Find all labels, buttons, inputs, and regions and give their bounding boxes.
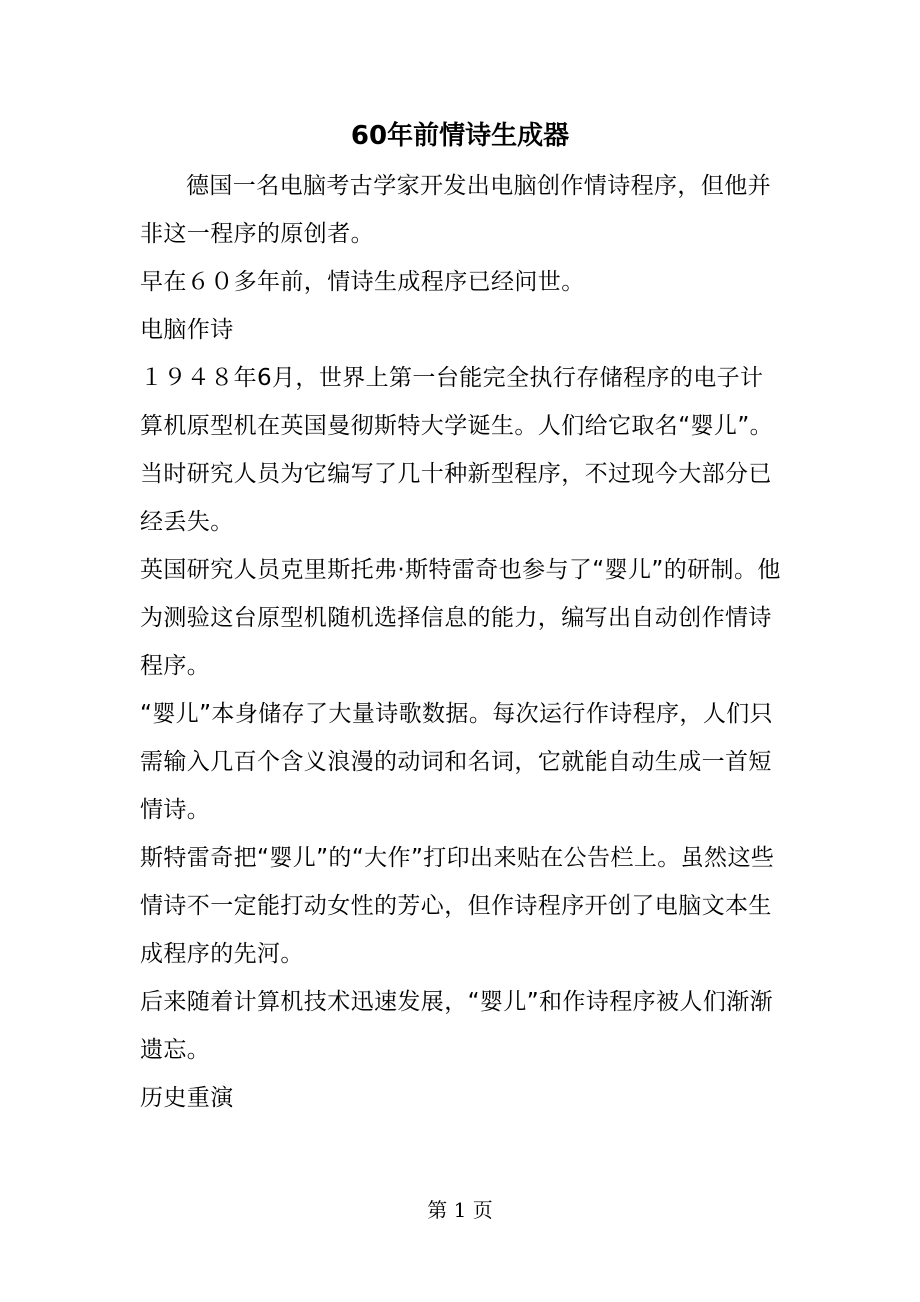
paragraph-bulletin-board: 斯特雷奇把“婴儿”的“大作”打印出来贴在公告栏上。虽然这些情诗不一定能打动女性的芳心，但作诗程序开创了电脑文本生成程序的先河。 <box>140 845 775 967</box>
page-number-footer: 第 1 页 <box>427 1198 493 1222</box>
paragraph-intro: 德国一名电脑考古学家开发出电脑创作情诗程序，但他并非这一程序的原创者。 <box>140 173 771 247</box>
document-title: 60年前情诗生成器 <box>350 121 570 151</box>
paragraph-forgotten: 后来随着计算机技术迅速发展，“婴儿”和作诗程序被人们渐渐遗忘。 <box>140 989 774 1063</box>
section-heading-history-repeats: 历史重演 <box>140 1085 234 1111</box>
document-body <box>140 162 785 1122</box>
section-heading-computer-poetry: 电脑作诗 <box>140 317 234 343</box>
paragraph-baby-computer: １９４８年6月，世界上第一台能完全执行存储程序的电子计算机原型机在英国曼彻斯特大学诞生。人们给它取名“婴儿”。 <box>140 365 774 439</box>
paragraph-lost-programs: 当时研究人员为它编写了几十种新型程序，不过现今大部分已经丢失。 <box>140 461 772 535</box>
paragraph-origin: 早在６０多年前，情诗生成程序已经问世。 <box>140 269 585 295</box>
paragraph-poetry-data: “婴儿”本身储存了大量诗歌数据。每次运行作诗程序，人们只需输入几百个含义浪漫的动词和名词，它就能自动生成一首短情诗。 <box>140 701 774 823</box>
paragraph-strachey: 英国研究人员克里斯托弗·斯特雷奇也参与了“婴儿”的研制。他为测验这台原型机随机选择信息的能力，编写出自动创作情诗程序。 <box>140 557 781 679</box>
